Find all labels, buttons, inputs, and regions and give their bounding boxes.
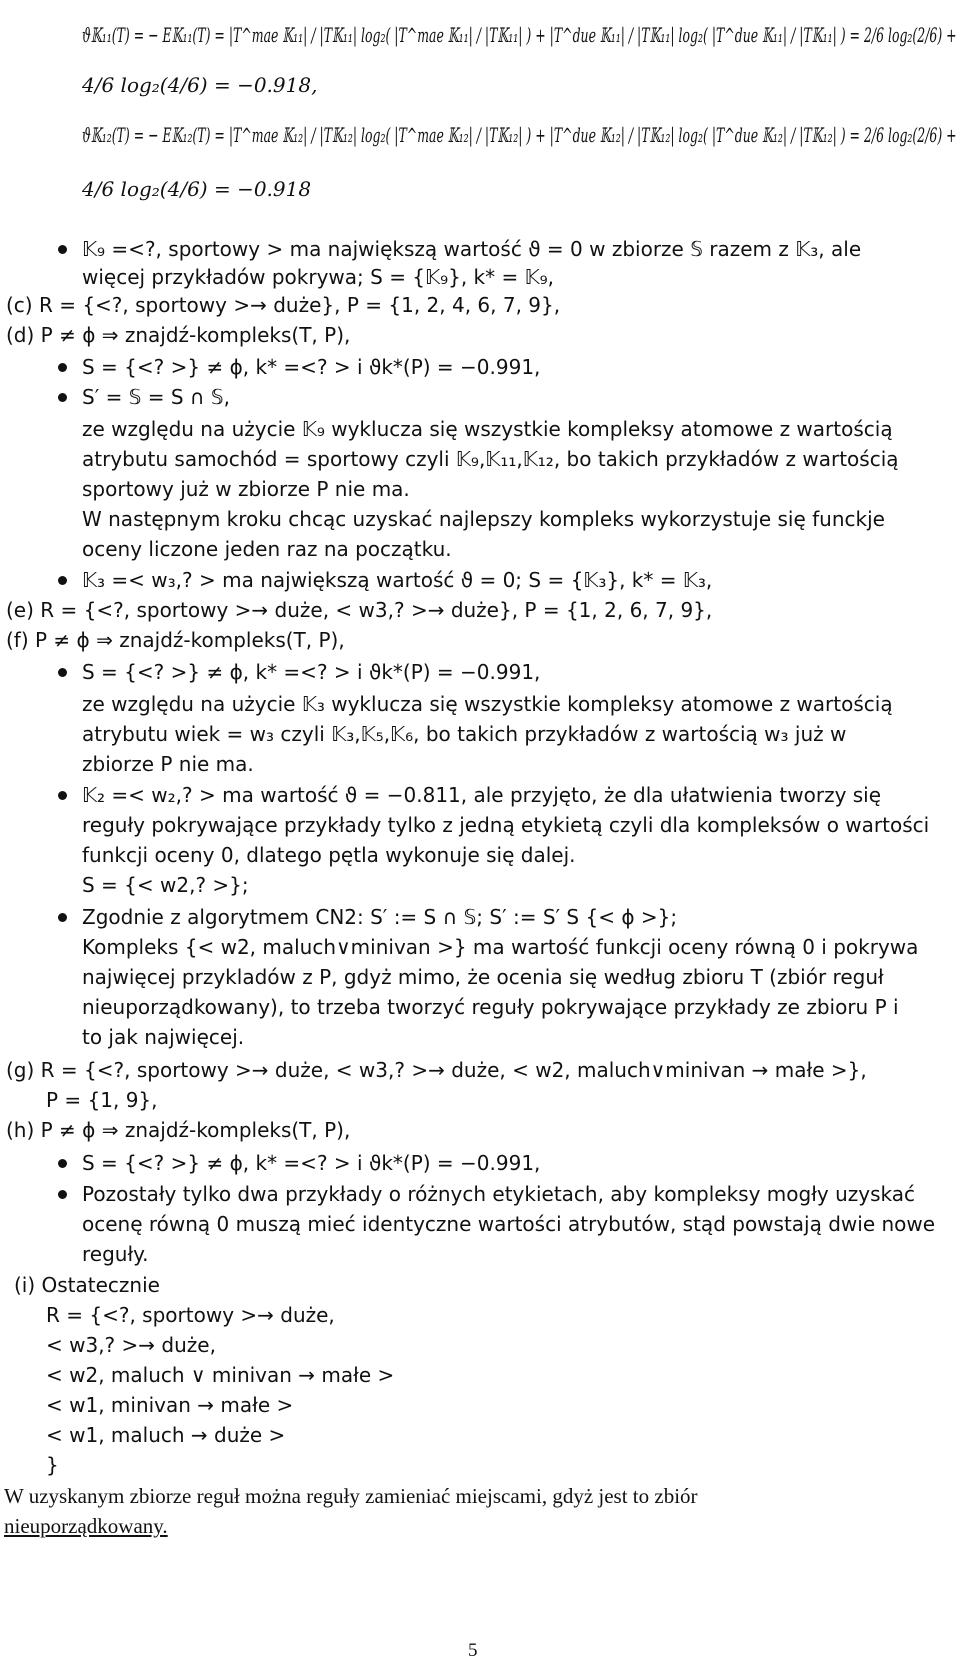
item-h: (h) P ≠ ϕ ⇒ znajdź-kompleks(T, P), [6, 1118, 351, 1142]
formula-theta-k11-line1: ϑ𝕂₁₁(T) = − E𝕂₁₁(T) = |T^mae 𝕂₁₁| / |T𝕂₁₁| log₂( |T^mae 𝕂₁₁| / |T𝕂₁₁| ) + |T^due 𝕂₁₁| / |T𝕂₁₁| log₂( |T^due 𝕂₁₁| / |T𝕂₁₁| ) = 2/6 log₂(2/6) + [82, 23, 957, 47]
item-f-bullet-3-line4: nieuporządkowany), to trzeba tworzyć reguły pokrywające przykłady ze zbioru P i [82, 995, 899, 1019]
item-d-bullet-1: S = {<? >} ≠ ϕ, k* =<? > i ϑk*(P) = −0.991, [82, 355, 541, 379]
rule-2: < w3,? >→ duże, [46, 1333, 216, 1357]
item-f-bullet-2-line3: funkcji oceny 0, dlatego pętla wykonuje się dalej. [82, 843, 576, 867]
bullet-dot [58, 363, 67, 372]
item-d-paragraph-line3: sportowy już w zbiorze P nie ma. [82, 477, 410, 501]
item-h-bullet-1: S = {<? >} ≠ ϕ, k* =<? > i ϑk*(P) = −0.991, [82, 1151, 541, 1175]
bullet-dot [58, 393, 67, 402]
bullet-dot [58, 245, 67, 254]
item-f-bullet-2-line2: reguły pokrywające przykłady tylko z jedną etykietą czyli dla kompleksów o wartości [82, 813, 930, 837]
item-f-bullet-3-line3: najwięcej przykladów z P, gdyż mimo, że ocenia się według zbioru T (zbiór reguł [82, 965, 884, 989]
closing-line1: W uzyskanym zbiorze reguł można reguły zamieniać miejscami, gdyż jest to zbiór [4, 1484, 698, 1508]
item-e: (e) R = {<?, sportowy >→ duże, < w3,? >→ duże}, P = {1, 2, 6, 7, 9}, [6, 598, 713, 622]
item-f-bullet-2-line4: S = {< w2,? >}; [82, 873, 249, 897]
item-f-paragraph-line2: atrybutu wiek = w₃ czyli 𝕂₃,𝕂₅,𝕂₆, bo takich przykładów z wartością w₃ już w [82, 722, 847, 746]
rule-4: < w1, minivan → małe > [46, 1393, 294, 1417]
item-d: (d) P ≠ ϕ ⇒ znajdź-kompleks(T, P), [6, 323, 351, 347]
item-i-heading: (i) Ostatecznie [14, 1273, 160, 1297]
item-d-bullet-2: S′ = 𝕊 = S ∩ 𝕊, [82, 385, 230, 409]
item-d-paragraph-line5: oceny liczone jeden raz na początku. [82, 537, 452, 561]
bullet-dot [58, 1159, 67, 1168]
item-c: (c) R = {<?, sportowy >→ duże}, P = {1, 2, 4, 6, 7, 9}, [6, 293, 561, 317]
item-f-bullet-3-line5: to jak najwięcej. [82, 1025, 245, 1049]
formula-theta-k11-line2: 4/6 log₂(4/6) = −0.918, [82, 73, 318, 97]
item-f-bullet-3-line2: Kompleks {< w2, maluch∨minivan >} ma wartość funkcji oceny równą 0 i pokrywa [82, 935, 919, 959]
bullet-k9-line1: 𝕂₉ =<?, sportowy > ma największą wartość ϑ = 0 w zbiorze 𝕊 razem z 𝕂₃, ale [82, 237, 862, 261]
bullet-dot [58, 668, 67, 677]
bullet-dot [58, 576, 67, 585]
item-g-line1: (g) R = {<?, sportowy >→ duże, < w3,? >→ duże, < w2, maluch∨minivan → małe >}, [6, 1058, 867, 1082]
rule-3: < w2, maluch ∨ minivan → małe > [46, 1363, 395, 1387]
formula-theta-k12-line2: 4/6 log₂(4/6) = −0.918 [82, 177, 312, 201]
item-f-paragraph-line3: zbiorze P nie ma. [82, 752, 254, 776]
item-d-paragraph-line4: W następnym kroku chcąc uzyskać najlepszy kompleks wykorzystuje się funckje [82, 507, 885, 531]
bullet-dot [58, 1190, 67, 1199]
rule-1: R = {<?, sportowy >→ duże, [46, 1303, 335, 1327]
item-h-bullet-2-line1: Pozostały tylko dwa przykłady o różnych etykietach, aby kompleksy mogły uzyskać [82, 1182, 915, 1206]
bullet-dot [58, 913, 67, 922]
closing-line2: nieuporządkowany. [4, 1514, 168, 1538]
item-h-bullet-2-line3: reguły. [82, 1242, 149, 1266]
page-number: 5 [468, 1640, 478, 1661]
item-g-line2: P = {1, 9}, [46, 1088, 158, 1112]
item-d-paragraph-line1: ze względu na użycie 𝕂₉ wyklucza się wszystkie kompleksy atomowe z wartością [82, 417, 893, 441]
item-f-bullet-2-line1: 𝕂₂ =< w₂,? > ma wartość ϑ = −0.811, ale przyjęto, że dla ułatwienia tworzy się [82, 783, 882, 807]
item-d-paragraph-line2: atrybutu samochód = sportowy czyli 𝕂₉,𝕂₁₁,𝕂₁₂, bo takich przykładów z wartością [82, 447, 899, 471]
item-h-bullet-2-line2: ocenę równą 0 muszą mieć identyczne wartości atrybutów, stąd powstają dwie nowe [82, 1212, 936, 1236]
item-d-bullet-3: 𝕂₃ =< w₃,? > ma największą wartość ϑ = 0; S = {𝕂₃}, k* = 𝕂₃, [82, 568, 713, 592]
bullet-dot [58, 791, 67, 800]
item-f-bullet-1: S = {<? >} ≠ ϕ, k* =<? > i ϑk*(P) = −0.991, [82, 660, 541, 684]
item-f-paragraph-line1: ze względu na użycie 𝕂₃ wyklucza się wszystkie kompleksy atomowe z wartością [82, 692, 893, 716]
item-f-bullet-3-line1: Zgodnie z algorytmem CN2: S′ := S ∩ 𝕊; S′ := S′ S {< ϕ >}; [82, 905, 678, 929]
rule-set-close: } [46, 1453, 59, 1477]
bullet-k9-line2: więcej przykładów pokrywa; S = {𝕂₉}, k* = 𝕂₉, [82, 265, 555, 289]
item-f: (f) P ≠ ϕ ⇒ znajdź-kompleks(T, P), [6, 628, 345, 652]
rule-5: < w1, maluch → duże > [46, 1423, 286, 1447]
formula-theta-k12-line1: ϑ𝕂₁₂(T) = − E𝕂₁₂(T) = |T^mae 𝕂₁₂| / |T𝕂₁₂| log₂( |T^mae 𝕂₁₂| / |T𝕂₁₂| ) + |T^due 𝕂₁₂| / |T𝕂₁₂| log₂( |T^due 𝕂₁₂| / |T𝕂₁₂| ) = 2/6 log₂(2/6) + [82, 123, 957, 147]
